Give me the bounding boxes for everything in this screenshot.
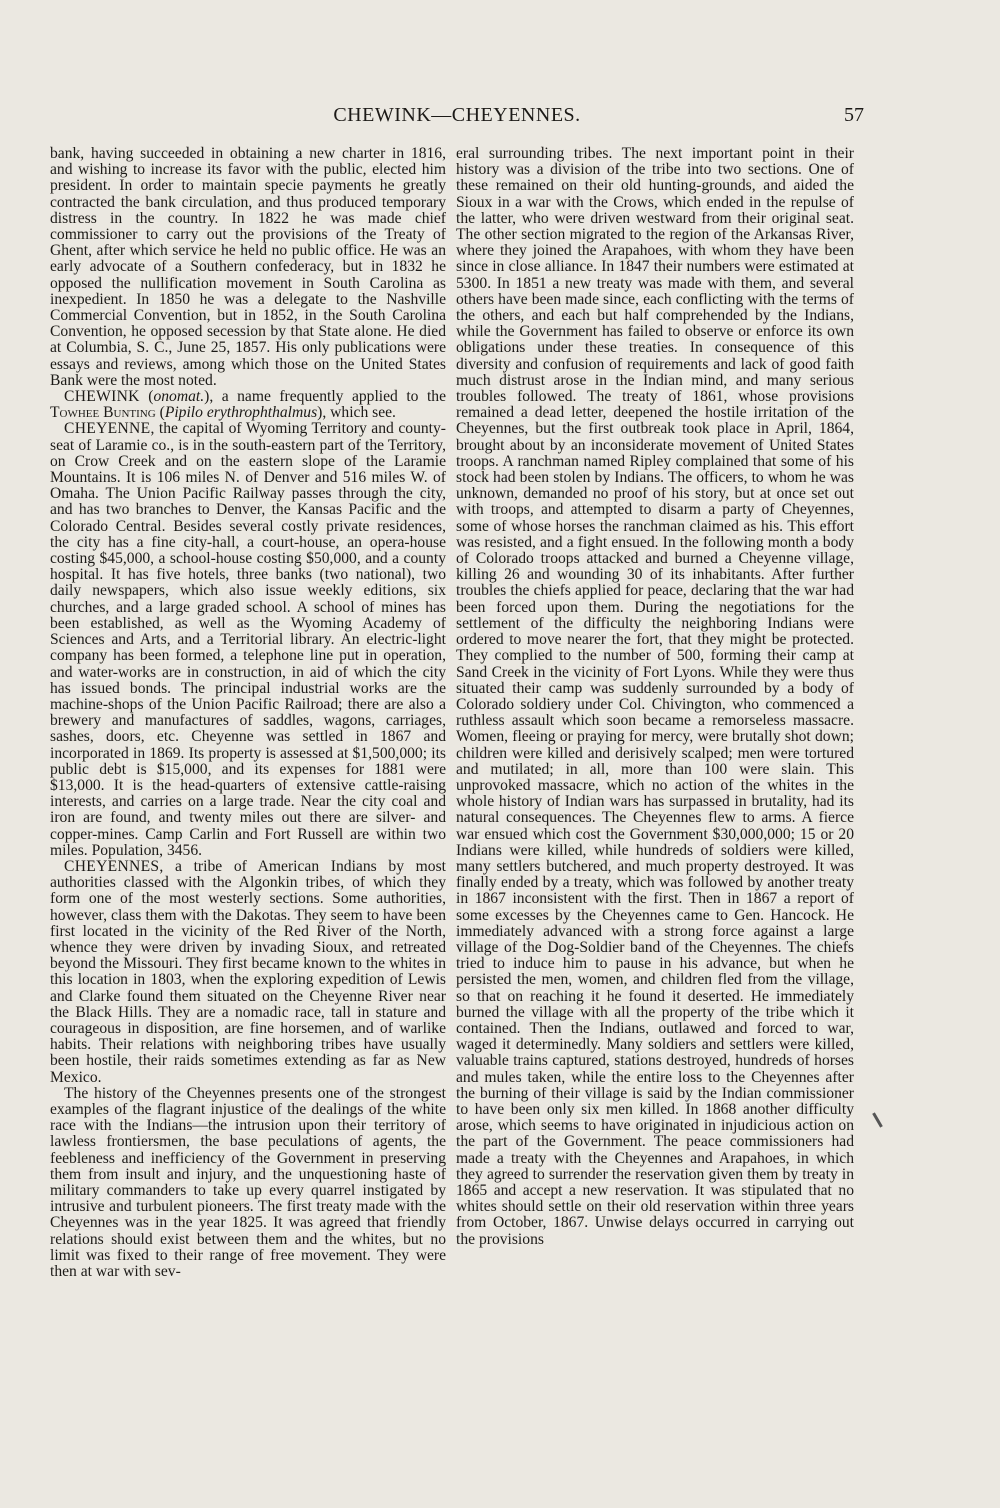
paragraph-right-continued: eral surrounding tribes. The next important point in their history was a division of the tribe into two sections. One of these remained on their old hunting-grounds, and aided the Sioux in a war with the Crows, which ended in the repulse of the latter, who were driven westward from their original seat. The other section migrated to the region of the Arkansas River, where they joined the Arapahoes, with whom they have been since in close alliance. In 1847 their numbers were estimated at 5300. In 1851 a new treaty was made with them, and several others have been made since, each conflicting with the terms of the others, and each but half comprehended by the Indians, while the Government has failed to observe or enforce its own obligations under these treaties. In consequence of this diversity and confusion of requirements and lack of good faith much distrust arose in the Indian mind, and many serious troubles followed. The treaty of 1861, whose provisions remained a dead letter, deepened the hostile irritation of the Cheyennes, but the first outbreak took place in April, 1864, brought about by an inconsiderate movement of United States troops. A ranchman named Ripley complained that some of his stock had been stolen by Indians. The officers, to whom he was unknown, demanded no proof of his story, but at once set out with troops, and attempted to disarm a party of Cheyennes, some of whose horses the ranchman claimed as his. This effort was resisted, and a fight ensued. In the following month a body of Colorado troops attacked and burned a Cheyenne village, killing 26 and wounding 30 of its inhabitants. After further troubles the chiefs applied for peace, declaring that the war had been forced upon them. During the negotiations for the settlement of the difficulty the neighboring Indians were ordered to move nearer the fort, that they might be protected. They complied to the number of 500, forming their camp at Sand Creek in the vicinity of Fort Lyons. While they were thus situated their camp was suddenly surrounded by a body of Colorado soldiery under Col. Chivington, who commenced a ruthless assault which soon became a remorseless massacre. Women, fleeing or praying for mercy, were brutally shot down; children were killed and derisively scalped; men were tortured and mutilated; in all, more than 100 were slain. This unprovoked massacre, which no action of the whites in the whole history of Indian wars has surpassed in brutality, had its natural consequences. The Cheyennes flew to arms. A fierce war ensued which cost the Government $30,000,000; 15 or 20 Indians were killed, while hundreds of soldiers were killed, many settlers butchered, and much property destroyed. It was finally ended by a treaty, which was followed by another treaty in 1867 inconsistent with the first. Then in 1867 a report of some excesses by the Cheyennes came to Gen. Hancock. He immediately advanced with a strong force against a large village of the Dog-Soldier band of the Cheyennes. The chiefs tried to induce him to pause in his advance, but when he persisted the men, women, and children fled from the village, so that on reaching it he found it deserted. He immediately burned the village with all the property of the tribe which it contained. Then the Indians, outlawed and forced to war, waged it determinedly. Many soldiers and settlers were killed, valuable trains captured, stations destroyed, hundreds of horses and mules taken, while the entire loss to the Cheyennes after the burning of their village is said by the Indian commissioner to have been only six men killed. In 1868 another difficulty arose, which seems to have originated in injudicious action on the part of the Government. The peace commissioners had made a treaty with the Cheyennes and Arapahoes, in which they agreed to surrender the reservation given them by treaty in 1865 and accept a new reservation. It was stipulated that no whites should settle on their old reservation within three years from October, 1867. Unwise delays occurred in carrying out the provisions	[456, 145, 854, 1248]
entry-cheyenne	[50, 421, 446, 858]
entry-cheyennes	[50, 859, 446, 1086]
cheyenne-text: , the capital of Wyoming Territory and county-seat of Laramie co., is in the south-eastern part of the Territory, on Crow Creek and on the eastern slope of the Laramie Mountains. It is 106 miles N. of Denver and 516 miles W. of Omaha. The Union Pacific Railway passes through the city, and has two branches to Denver, the Kansas Pacific and the Colorado Central. Besides several costly private residences, the city has a fine city-hall, a court-house, an opera-house costing $45,000, a school-house costing $50,000, and a county hospital. It has five hotels, three banks (two national), two daily newspapers, which also issue weekly editions, six churches, and a large graded school. A school of mines has been established, as well as the Wyoming Academy of Sciences and Arts, and a Territorial library. An electric-light company has been formed, a telephone line put in operation, and water-works are in construction, in aid of which the city has issued bonds. The principal industrial works are the machine-shops of the Union Pacific Railroad; there are also a brewery and manufactures of saddles, wagons, carriages, sashes, doors, etc. Cheyenne was settled in 1867 and incorporated in 1869. Its property is assessed at $1,500,000; its public debt is $15,000, and its expenses for 1881 were $13,000. It is the head-quarters of extensive cattle-raising interests, and carries on a large trade. Near the city coal and iron are found, and twenty miles out there are silver- and copper-mines. Camp Carlin and Fort Russell are within two miles. Population, 3456.	[50, 420, 446, 859]
chewink-mid: ), a name frequently applied to the	[204, 388, 446, 406]
entry-head-cheyenne: CHEYENNE	[64, 420, 151, 438]
chewink-onomat: onomat.	[153, 388, 205, 406]
left-column	[50, 146, 446, 1280]
paragraph-history: The history of the Cheyennes presents one of the strongest examples of the flagrant injustice of the dealings of the white race with the Indians—the intrusion upon their territory of lawless frontiersmen, the base peculations of agents, the feebleness and inefficiency of the Government in preserving them from insult and injury, and the unquestioning haste of military commanders to take up every quarrel instigated by intrusive and turbulent pioneers. The first treaty made with the Cheyennes was in the year 1825. It was agreed that friendly relations should exist between them and the whites, but no limit was fixed to their range of free movement. They were then at war with sev-	[50, 1084, 446, 1281]
chewink-open: (	[148, 388, 154, 406]
chewink-latin-name: Pipilo erythrophthalmus	[164, 404, 318, 422]
cheyennes-text: , a tribe of American Indians by most authorities classed with the Algonkin tribes, of which they form one of the most westerly sections. Some authorities, however, class them with the Dakotas. They seem to have been first located in the vicinity of the Red River of the North, whence they were driven by invading Sioux, and retreated beyond the Missouri. They first became known to the whites in this location in 1803, when the exploring expedition of Lewis and Clarke found them situated on the Cheyenne River near the Black Hills. They are a nomadic race, tall in stature and courageous in disposition, are fine horsemen, and of warlike habits. Their relations with neighboring tribes have usually been hostile, their raids sometimes extending as far as New Mexico.	[50, 857, 446, 1086]
entry-head-cheyennes: CHEYENNES	[64, 857, 160, 875]
entry-chewink	[50, 389, 446, 421]
running-head: CHEWINK—CHEYENNES.	[333, 104, 581, 126]
right-column	[456, 146, 854, 1248]
page-number: 57	[844, 104, 864, 126]
page-header	[50, 104, 864, 134]
chewink-towhee-link: Towhee Bunting	[50, 404, 156, 422]
paragraph-bank-continued: bank, having succeeded in obtaining a new charter in 1816, and wishing to increase its favor with the public, elected him president. In order to maintain specie payments he greatly contracted the bank circulation, and thus produced temporary distress in the country. In 1822 he was made chief commissioner to carry out the provisions of the Treaty of Ghent, after which service he held no public office. He was an early advocate of a Southern confederacy, but in 1832 he opposed the nullification movement in South Carolina as inexpedient. In 1850 he was a delegate to the Nashville Commercial Convention, but in 1852, in the South Carolina Convention, he opposed secession by that State alone. He died at Columbia, S. C., June 25, 1857. His only publications were essays and reviews, among which those on the United States Bank were the most noted.	[50, 145, 446, 389]
entry-head-chewink: CHEWINK	[64, 388, 140, 406]
chewink-tail: ), which see.	[317, 404, 396, 422]
stray-mark	[872, 1112, 883, 1127]
chewink-paren-open: (	[159, 404, 165, 422]
